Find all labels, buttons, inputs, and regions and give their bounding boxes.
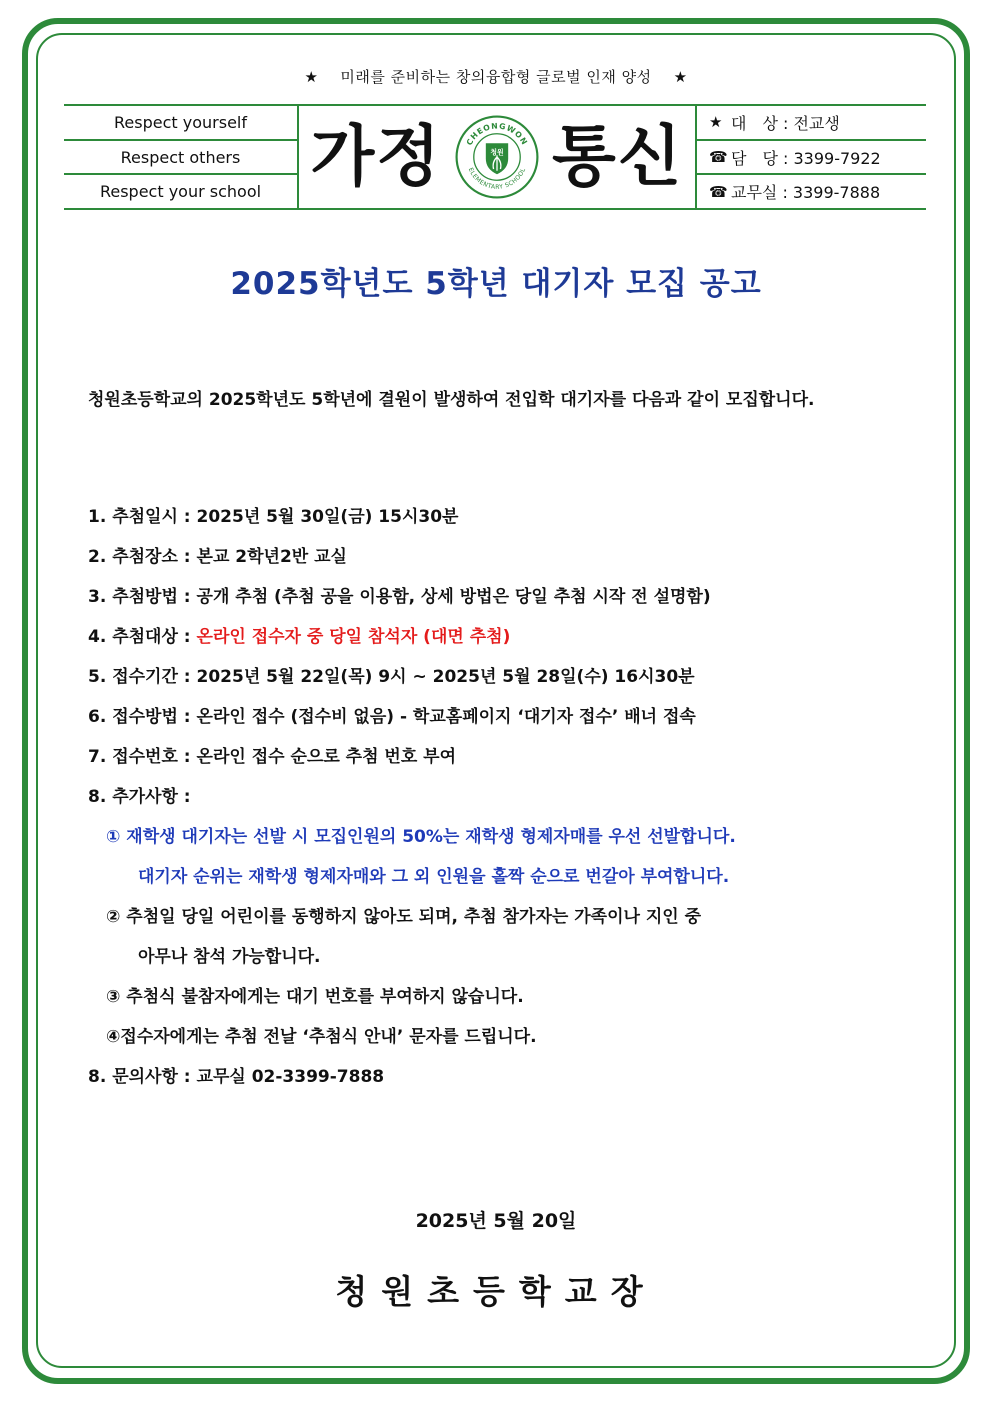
school-emblem-logo <box>454 114 540 200</box>
notice-items <box>88 497 928 1097</box>
list-item: 7. 접수번호 : 온라인 접수 순으로 추첨 번호 부여 <box>88 747 457 767</box>
svg-text:ELEMENTARY SCHOOL: ELEMENTARY SCHOOL <box>466 166 528 191</box>
list-item: 2. 추첨장소 : 본교 2학년2반 교실 <box>88 547 347 567</box>
highlight-target: 온라인 접수자 중 당일 참석자 (대면 추첨) <box>196 627 511 647</box>
motto-line: Respect your school <box>99 182 262 202</box>
school-motto <box>0 66 992 87</box>
motto-text: 미래를 준비하는 창의융합형 글로벌 인재 양성 <box>340 68 652 86</box>
list-item: 3. 추첨방법 : 공개 추첨 (추첨 공을 이용함, 상세 방법은 당일 추첨 시작 전 설명함) <box>88 587 711 607</box>
star-icon: ★ <box>673 68 688 86</box>
list-item: 8. 추가사항 : <box>88 787 191 807</box>
list-item: 1. 추첨일시 : 2025년 5월 30일(금) 15시30분 <box>88 507 459 527</box>
intro-paragraph: 청원초등학교의 2025학년도 5학년에 결원이 발생하여 전입학 대기자를 다음과 같이 모집합니다. <box>88 390 815 410</box>
sub-item: ② 추첨일 당일 어린이를 동행하지 않아도 되며, 추첨 참가자는 가족이나 지인 중 <box>106 907 702 927</box>
motto-line: Respect yourself <box>64 106 297 141</box>
contact-info <box>697 106 926 208</box>
notice-date: 2025년 5월 20일 <box>415 1210 577 1232</box>
list-item: 5. 접수기간 : 2025년 5월 22일(목) 9시 ~ 2025년 5월 28일(수) 16시30분 <box>88 667 695 687</box>
svg-text:CHEONGWON: CHEONGWON <box>464 121 530 147</box>
phone-icon: ☎ <box>709 182 728 201</box>
list-item: 6. 접수방법 : 온라인 접수 (접수비 없음) - 학교홈페이지 ‘대기자 접수’ 배너 접속 <box>88 707 696 727</box>
info-target: ★ 대 상 : 전교생 <box>697 106 926 141</box>
sub-item: ④접수자에게는 추첨 전날 ‘추첨식 안내’ 문자를 드립니다. <box>106 1027 537 1047</box>
motto-line: Respect others <box>64 141 297 176</box>
star-icon: ★ <box>709 113 723 132</box>
title-right: 통신 <box>552 118 684 195</box>
list-item: 8. 문의사항 : 교무실 02-3399-7888 <box>88 1067 385 1087</box>
sub-item: ① 재학생 대기자는 선발 시 모집인원의 50%는 재학생 형제자매를 우선 선발합니다. <box>106 827 736 847</box>
phone-icon: ☎ <box>709 148 728 166</box>
title-left: 가정 <box>310 118 442 195</box>
principal-signature: 청원초등학교장 <box>335 1272 657 1311</box>
svg-text:청원: 청원 <box>490 148 504 157</box>
sub-item: ③ 추첨식 불참자에게는 대기 번호를 부여하지 않습니다. <box>106 987 524 1007</box>
info-manager: ☎ 담 당 : 3399-7922 <box>697 141 926 176</box>
newsletter-title <box>299 106 697 208</box>
star-icon: ★ <box>304 68 319 86</box>
newsletter-header <box>64 104 926 210</box>
respect-mottos <box>64 106 299 208</box>
sub-item: 대기자 순위는 재학생 형제자매와 그 외 인원을 홀짝 순으로 번갈아 부여합니다. <box>138 867 730 887</box>
notice-title: 2025학년도 5학년 대기자 모집 공고 <box>230 266 762 302</box>
sub-item: 아무나 참석 가능합니다. <box>138 947 321 967</box>
list-item: 4. 추첨대상 : 온라인 접수자 중 당일 참석자 (대면 추첨) <box>88 627 511 647</box>
info-office: ☎ 교무실 : 3399-7888 <box>709 182 881 203</box>
